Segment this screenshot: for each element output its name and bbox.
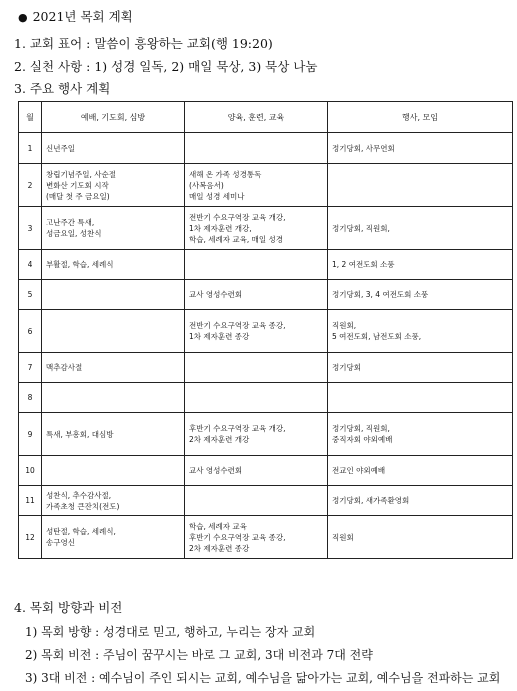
cell-line: 성찬식, 추수감사절, xyxy=(46,490,112,500)
training-cell xyxy=(185,310,328,353)
month-cell: 11 xyxy=(19,486,42,516)
table-row xyxy=(19,353,513,383)
cell-line: 성탄절, 학습, 세례식, xyxy=(46,527,116,536)
worship-cell xyxy=(42,413,185,456)
cell-line: 1차 제자훈련 개강, xyxy=(189,223,252,233)
training-cell xyxy=(185,383,328,413)
cell-line: 교사 영성수련회 xyxy=(189,290,243,299)
worship-cell xyxy=(42,486,185,516)
cell-line: 직원회, xyxy=(332,321,357,330)
worship-cell xyxy=(42,383,185,413)
events-cell xyxy=(328,250,513,280)
events-cell xyxy=(328,413,513,456)
training-cell xyxy=(185,413,328,456)
cell-line: 성금요일, 성찬식 xyxy=(46,229,102,238)
three-visions: 3) 3대 비전 : 예수님이 주인 되시는 교회, 예수님을 닮아가는 교회, 예수님을 전파하는 교회 xyxy=(25,671,501,685)
worship-cell xyxy=(42,133,185,164)
cell-line: 직원회 xyxy=(332,532,354,542)
cell-line: 중직자회 야외예배 xyxy=(332,435,393,444)
cell-line: 정기당회, 직원회, xyxy=(332,424,390,433)
table-row xyxy=(19,164,513,207)
training-cell xyxy=(185,486,328,516)
cell-line: 송구영신 xyxy=(46,538,75,547)
events-cell xyxy=(328,353,513,383)
events-cell xyxy=(328,164,513,207)
month-cell: 12 xyxy=(19,516,42,559)
ministry-direction: 1) 목회 방향 : 성경대로 믿고, 행하고, 누리는 장자 교회 xyxy=(25,625,316,639)
month-cell: 6 xyxy=(19,310,42,353)
table-body xyxy=(19,133,513,559)
document-heading xyxy=(18,7,133,25)
header-events: 행사, 모임 xyxy=(328,102,513,133)
table-row xyxy=(19,133,513,164)
cell-line: 새해 온 가족 성경통독 xyxy=(189,169,262,179)
header-month: 월 xyxy=(19,102,42,133)
events-cell xyxy=(328,133,513,164)
heading-text: 2021년 목회 계획 xyxy=(32,9,133,24)
month-cell: 3 xyxy=(19,207,42,250)
cell-line: 후반기 수요구역장 교육 종강, xyxy=(189,532,286,542)
training-cell xyxy=(185,164,328,207)
cell-line: 5 여전도회, 남전도회 소풍, xyxy=(332,332,422,341)
section4-title: 4. 목회 방향과 비전 xyxy=(14,600,123,615)
cell-line: (매달 첫 주 금요일) xyxy=(46,191,110,201)
cell-line: 1차 제자훈련 종강 xyxy=(189,332,250,341)
table-row xyxy=(19,456,513,486)
events-table xyxy=(18,101,513,559)
events-cell xyxy=(328,383,513,413)
church-motto: 1. 교회 표어 : 말씀이 흥왕하는 교회(행 19:20) xyxy=(14,36,273,51)
header-worship: 예배, 기도회, 심방 xyxy=(42,102,185,133)
month-cell: 9 xyxy=(19,413,42,456)
worship-cell xyxy=(42,310,185,353)
table-row xyxy=(19,383,513,413)
training-cell xyxy=(185,353,328,383)
cell-line: 학습, 세례자 교육 xyxy=(189,521,247,531)
table-row xyxy=(19,310,513,353)
practice-items: 2. 실천 사항 : 1) 성경 일독, 2) 매일 묵상, 3) 묵상 나눔 xyxy=(14,59,318,74)
table-row xyxy=(19,280,513,310)
worship-cell xyxy=(42,250,185,280)
events-cell xyxy=(328,456,513,486)
worship-cell xyxy=(42,280,185,310)
ministry-vision: 2) 목회 비전 : 주님이 꿈꾸시는 바로 그 교회, 3대 비전과 7대 전략 xyxy=(25,648,373,662)
training-cell xyxy=(185,280,328,310)
cell-line: 학습, 세례자 교육, 매일 성경 xyxy=(189,234,283,244)
worship-cell xyxy=(42,456,185,486)
worship-cell xyxy=(42,207,185,250)
table-header-row xyxy=(19,102,513,133)
table-row xyxy=(19,486,513,516)
cell-line: 정기당회 xyxy=(332,363,361,372)
cell-line: 맥추감사절 xyxy=(46,363,83,372)
table-row xyxy=(19,516,513,559)
header-training: 양육, 훈련, 교육 xyxy=(185,102,328,133)
cell-line: 부활절, 학습, 세례식 xyxy=(46,260,114,269)
cell-line: 전교인 야외예배 xyxy=(332,466,386,475)
cell-line: 2차 제자훈련 개강 xyxy=(189,435,250,444)
events-cell xyxy=(328,207,513,250)
table-row xyxy=(19,250,513,280)
events-cell xyxy=(328,310,513,353)
month-cell: 8 xyxy=(19,383,42,413)
table-row xyxy=(19,413,513,456)
cell-line: 고난주간 특새, xyxy=(46,218,95,227)
worship-cell xyxy=(42,164,185,207)
training-cell xyxy=(185,250,328,280)
month-cell: 4 xyxy=(19,250,42,280)
month-cell: 2 xyxy=(19,164,42,207)
cell-line: 정기당회, 직원회, xyxy=(332,223,390,233)
training-cell xyxy=(185,516,328,559)
cell-line: 특새, 부흥회, 대심방 xyxy=(46,429,114,439)
table-row xyxy=(19,207,513,250)
month-cell: 5 xyxy=(19,280,42,310)
cell-line: 교사 영성수련회 xyxy=(189,466,243,475)
cell-line: 1, 2 여전도회 소풍 xyxy=(332,260,395,269)
bullet-icon: ● xyxy=(18,11,28,24)
cell-line: 매일 성경 세미나 xyxy=(189,191,245,201)
cell-line: 정기당회, 사무연회 xyxy=(332,143,395,153)
events-cell xyxy=(328,280,513,310)
worship-cell xyxy=(42,516,185,559)
cell-line: 전반기 수요구역장 교육 개강, xyxy=(189,212,286,222)
month-cell: 10 xyxy=(19,456,42,486)
training-cell xyxy=(185,456,328,486)
events-cell xyxy=(328,486,513,516)
cell-line: 전반기 수요구역장 교육 종강, xyxy=(189,321,286,330)
cell-line: 가족초청 큰잔치(전도) xyxy=(46,501,120,511)
major-events-title: 3. 주요 행사 계획 xyxy=(14,81,111,96)
cell-line: 2차 제자훈련 종강 xyxy=(189,543,250,553)
cell-line: 창립기념주일, 사순절 xyxy=(46,169,116,179)
cell-line: 신년주일 xyxy=(46,143,75,153)
cell-line: 후반기 수요구역장 교육 개강, xyxy=(189,424,286,433)
events-cell xyxy=(328,516,513,559)
month-cell: 1 xyxy=(19,133,42,164)
training-cell xyxy=(185,133,328,164)
cell-line: 변화산 기도회 시작 xyxy=(46,180,109,190)
training-cell xyxy=(185,207,328,250)
worship-cell xyxy=(42,353,185,383)
cell-line: 정기당회, 새가족환영회 xyxy=(332,496,410,505)
cell-line: (사복음서) xyxy=(189,180,224,190)
month-cell: 7 xyxy=(19,353,42,383)
cell-line: 정기당회, 3, 4 여전도회 소풍 xyxy=(332,290,429,299)
